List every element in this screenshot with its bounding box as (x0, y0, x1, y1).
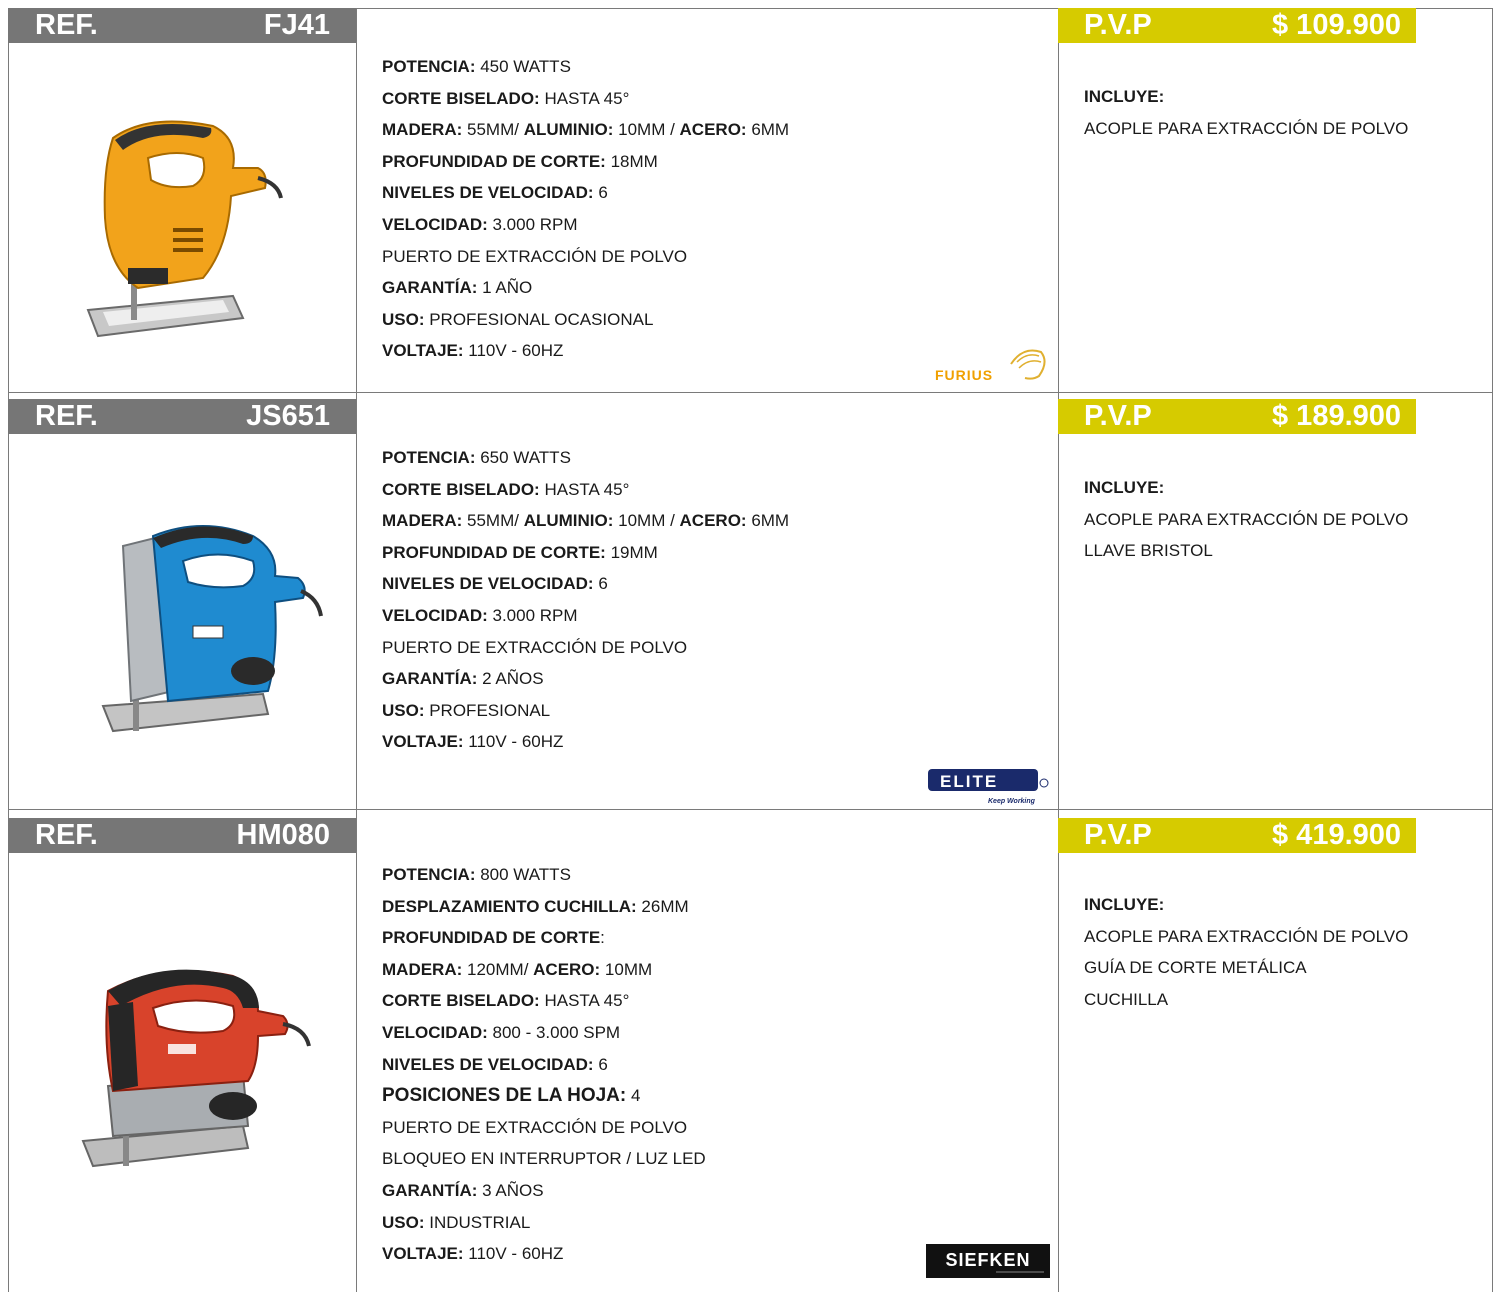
spec-line: PUERTO DE EXTRACCIÓN DE POLVO (382, 246, 688, 266)
ref-code: HM080 (236, 819, 330, 851)
svg-text:Keep Working: Keep Working (988, 798, 1035, 805)
spec-line: GARANTÍA: 3 AÑOS (382, 1180, 544, 1200)
includes-title: INCLUYE: (1084, 478, 1165, 497)
product-row (8, 399, 1493, 809)
spec-line: VELOCIDAD: 3.000 RPM (382, 605, 578, 625)
spec-line: POSICIONES DE LA HOJA: 4 (382, 1085, 641, 1107)
include-item: ACOPLE PARA EXTRACCIÓN DE POLVO (1084, 926, 1409, 946)
product-sheet (8, 8, 1493, 1292)
spec-line: MADERA: 55MM/ ALUMINIO: 10MM / ACERO: 6MM (382, 511, 790, 531)
spec-line: PROFUNDIDAD DE CORTE: (382, 928, 605, 948)
furius-logo (933, 344, 1048, 384)
spec-line: USO: PROFESIONAL OCASIONAL (382, 309, 654, 329)
spec-line: USO: INDUSTRIAL (382, 1212, 531, 1232)
includes-box (1084, 889, 1408, 1015)
spec-line: MADERA: 120MM/ ACERO: 10MM (382, 959, 653, 979)
includes-title: INCLUYE: (1084, 87, 1165, 106)
spec-line: NIVELES DE VELOCIDAD: 6 (382, 1054, 608, 1074)
pvp-label: P.V.P (1084, 9, 1152, 41)
ref-label: REF. (35, 819, 98, 851)
siefken-logo (926, 1244, 1050, 1278)
grid-line (8, 809, 1493, 810)
spec-line: POTENCIA: 800 WATTS (382, 865, 571, 884)
include-item: ACOPLE PARA EXTRACCIÓN DE POLVO (1084, 509, 1409, 529)
ref-code: JS651 (246, 400, 330, 432)
spec-line: DESPLAZAMIENTO CUCHILLA: 26MM (382, 896, 689, 916)
spec-list (382, 442, 789, 758)
includes-box (1084, 81, 1408, 144)
spec-list (382, 51, 789, 367)
spec-line: GARANTÍA: 2 AÑOS (382, 669, 544, 689)
price-value: $ 419.900 (1272, 819, 1402, 851)
spec-line: VELOCIDAD: 3.000 RPM (382, 214, 578, 234)
svg-text:ELITE: ELITE (940, 772, 999, 791)
price-header (1058, 8, 1416, 43)
ref-header (8, 818, 356, 853)
includes-title: INCLUYE: (1084, 895, 1165, 914)
svg-text:SIEFKEN: SIEFKEN (945, 1250, 1031, 1270)
include-item: LLAVE BRISTOL (1084, 541, 1213, 561)
spec-line: VOLTAJE: 110V - 60HZ (382, 1244, 564, 1264)
price-value: $ 189.900 (1272, 400, 1402, 432)
ref-code: FJ41 (263, 9, 330, 41)
price-header (1058, 818, 1416, 853)
includes-box (1084, 472, 1408, 567)
product-row (8, 818, 1493, 1292)
price-value: $ 109.900 (1272, 9, 1402, 41)
spec-line: NIVELES DE VELOCIDAD: 6 (382, 183, 608, 203)
ref-label: REF. (35, 400, 98, 432)
spec-line: VELOCIDAD: 800 - 3.000 SPM (382, 1022, 621, 1042)
svg-text:FURIUS: FURIUS (935, 367, 994, 383)
spec-line: CORTE BISELADO: HASTA 45° (382, 479, 630, 499)
spec-line: CORTE BISELADO: HASTA 45° (382, 991, 630, 1011)
spec-line: PUERTO DE EXTRACCIÓN DE POLVO (382, 637, 688, 657)
spec-list (382, 859, 706, 1270)
spec-line: VOLTAJE: 110V - 60HZ (382, 732, 564, 752)
spec-line: PROFUNDIDAD DE CORTE: 18MM (382, 151, 658, 171)
ref-header (8, 8, 356, 43)
include-item: GUÍA DE CORTE METÁLICA (1084, 958, 1307, 978)
orange-jigsaw-photo (53, 98, 323, 363)
pvp-label: P.V.P (1084, 400, 1152, 432)
grid-line (8, 392, 1493, 393)
include-item: CUCHILLA (1084, 989, 1169, 1009)
spec-line: MADERA: 55MM/ ALUMINIO: 10MM / ACERO: 6MM (382, 120, 790, 140)
spec-line: VOLTAJE: 110V - 60HZ (382, 341, 564, 361)
spec-line: NIVELES DE VELOCIDAD: 6 (382, 574, 608, 594)
spec-line: POTENCIA: 450 WATTS (382, 57, 571, 76)
price-header (1058, 399, 1416, 434)
pvp-label: P.V.P (1084, 819, 1152, 851)
include-item: ACOPLE PARA EXTRACCIÓN DE POLVO (1084, 118, 1409, 138)
spec-line: GARANTÍA: 1 AÑO (382, 278, 533, 298)
spec-line: BLOQUEO EN INTERRUPTOR / LUZ LED (382, 1149, 706, 1169)
spec-line: CORTE BISELADO: HASTA 45° (382, 88, 630, 108)
product-row (8, 8, 1493, 392)
elite-logo (926, 767, 1051, 807)
spec-line: PROFUNDIDAD DE CORTE: 19MM (382, 542, 658, 562)
spec-line: USO: PROFESIONAL (382, 700, 551, 720)
red-jigsaw-photo (53, 936, 323, 1201)
blue-jigsaw-photo (53, 506, 323, 771)
spec-line: POTENCIA: 650 WATTS (382, 448, 571, 467)
ref-header (8, 399, 356, 434)
spec-line: PUERTO DE EXTRACCIÓN DE POLVO (382, 1117, 688, 1137)
ref-label: REF. (35, 9, 98, 41)
